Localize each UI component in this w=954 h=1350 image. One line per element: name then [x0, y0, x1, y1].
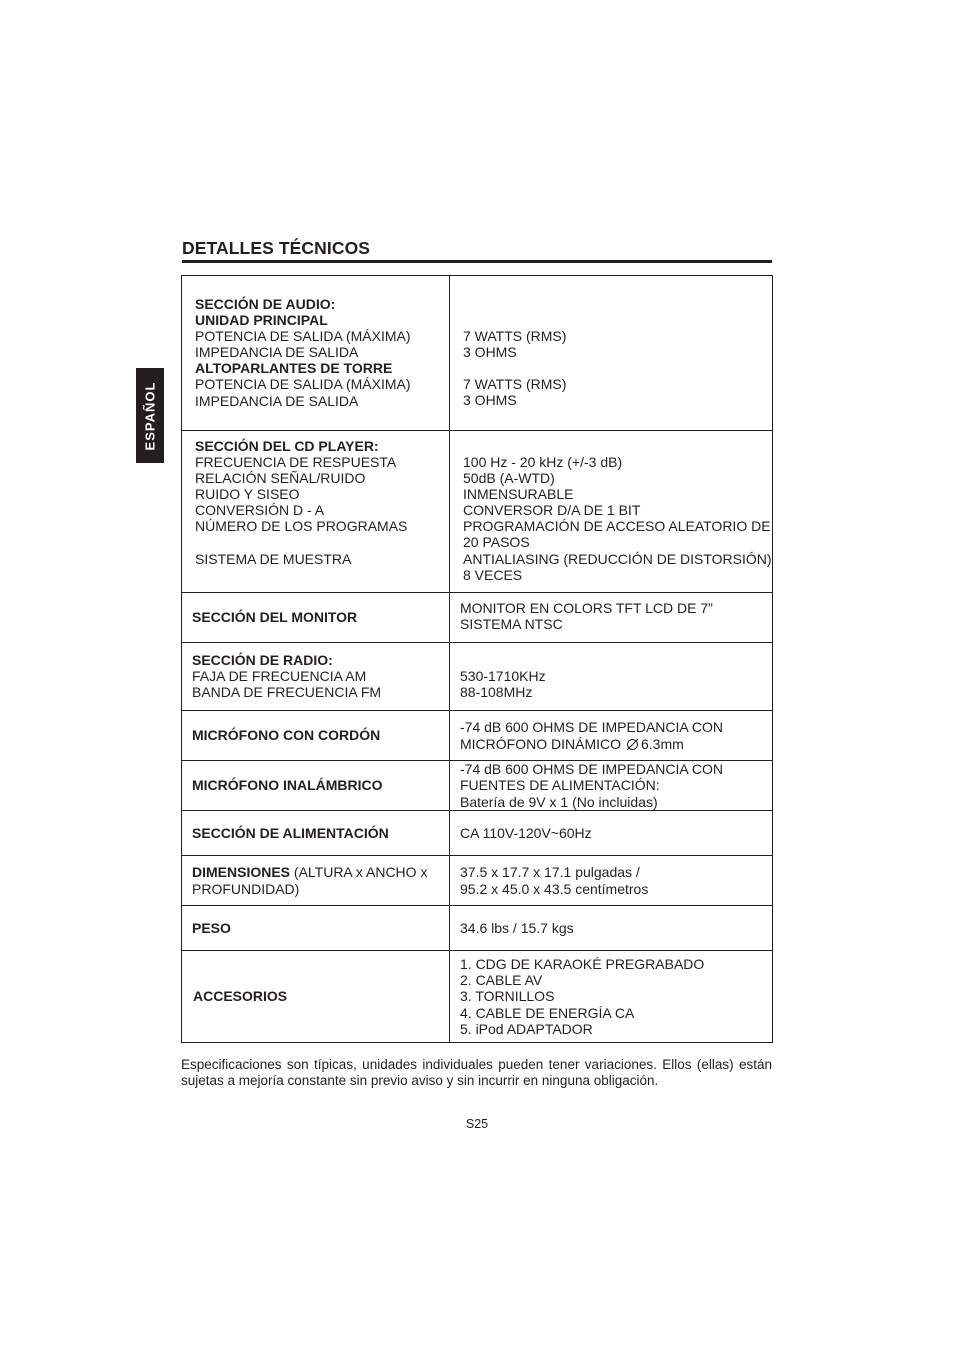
- wired-mic-type: MICRÓFONO DINÁMICO: [460, 735, 621, 752]
- wired-mic-value: -74 dB 600 OHMS DE IMPEDANCIA CON: [460, 719, 723, 736]
- cd-label: SISTEMA DE MUESTRA: [195, 550, 352, 567]
- weight-label: PESO: [192, 919, 231, 936]
- audio-section-row: [182, 276, 773, 431]
- cd-value: 50dB (A-WTD): [463, 470, 555, 487]
- audio-section-heading: SECCIÓN DE AUDIO:: [195, 296, 336, 312]
- tower-power-label: POTENCIA DE SALIDA (MÁXIMA): [195, 376, 411, 393]
- dimensions-row: [182, 856, 773, 906]
- cd-label: NÚMERO DE LOS PROGRAMAS: [195, 518, 408, 535]
- am-band-label: FAJA DE FRECUENCIA AM: [192, 668, 367, 685]
- language-tab: [136, 368, 164, 463]
- cd-value: ANTIALIASING (REDUCCIÓN DE DISTORSIÓN): [463, 550, 772, 567]
- cd-section-heading: SECCIÓN DEL CD PLAYER:: [195, 438, 379, 454]
- wireless-mic-value: FUENTES DE ALIMENTACIÓN:: [460, 777, 660, 794]
- wireless-mic-value: Batería de 9V x 1 (No incluidas): [460, 793, 658, 810]
- accessory-item: 5. iPod ADAPTADOR: [460, 1020, 593, 1037]
- wireless-mic-row: [182, 761, 773, 811]
- main-impedance-label: IMPEDANCIA DE SALIDA: [195, 344, 359, 361]
- wired-mic-plug-size: 6.3mm: [641, 735, 684, 752]
- cd-label: CONVERSIÓN D - A: [195, 502, 325, 519]
- title-divider: [182, 260, 772, 263]
- accessory-item: 3. TORNILLOS: [460, 988, 555, 1005]
- accessories-label-cell: [182, 951, 450, 1043]
- monitor-value: MONITOR EN COLORS TFT LCD DE 7”: [460, 600, 713, 616]
- radio-section-row: [182, 643, 773, 711]
- accessory-item: 4. CABLE DE ENERGÍA CA: [460, 1004, 635, 1021]
- language-tab-label: ESPAÑOL: [142, 381, 158, 450]
- cd-section-values: [450, 431, 773, 593]
- power-section-row: [182, 811, 773, 856]
- weight-value-cell: [450, 906, 773, 951]
- dimensions-label-rest: (ALTURA x ANCHO x: [290, 864, 428, 881]
- main-unit-heading: UNIDAD PRINCIPAL: [195, 312, 328, 329]
- accessories-label: ACCESORIOS: [193, 988, 288, 1005]
- page-number: S25: [465, 1117, 489, 1131]
- weight-row: [182, 906, 773, 951]
- audio-section-values: [450, 276, 773, 431]
- wired-mic-values: [450, 711, 773, 761]
- wireless-mic-label-cell: [182, 761, 450, 811]
- dimensions-label: DIMENSIONES: [192, 864, 291, 881]
- cd-value: CONVERSOR D/A DE 1 BIT: [463, 502, 641, 519]
- dimensions-value: 37.5 x 17.7 x 17.1 pulgadas /: [460, 864, 640, 881]
- cd-value: 100 Hz - 20 kHz (+/-3 dB): [463, 454, 623, 470]
- wireless-mic-value: -74 dB 600 OHMS DE IMPEDANCIA CON: [460, 761, 723, 778]
- radio-section-heading: SECCIÓN DE RADIO:: [192, 652, 333, 668]
- wired-mic-row: [182, 711, 773, 761]
- tower-speakers-heading: ALTOPARLANTES DE TORRE: [195, 360, 393, 377]
- wireless-mic-values: [450, 761, 773, 811]
- tower-impedance-label: IMPEDANCIA DE SALIDA: [195, 392, 359, 409]
- accessories-row: [182, 951, 773, 1043]
- dimensions-value: 95.2 x 45.0 x 43.5 centímetros: [460, 880, 649, 897]
- cd-label: FRECUENCIA DE RESPUESTA: [195, 454, 397, 471]
- wireless-mic-label: MICRÓFONO INALÁMBRICO: [192, 777, 383, 794]
- specifications-footnote: Especificaciones son típicas, unidades individuales pueden tener variaciones. Ellos (ellas) están sujetas a mejoría constante sin previo aviso y sin incurrir en ninguna obligación.: [181, 1057, 772, 1088]
- cd-value: 20 PASOS: [463, 534, 530, 551]
- fm-band-value: 88-108MHz: [460, 684, 533, 701]
- monitor-section-values: [450, 593, 773, 643]
- specifications-table: [181, 275, 773, 1043]
- monitor-section-label: SECCIÓN DEL MONITOR: [192, 609, 358, 626]
- diameter-icon: [626, 738, 639, 751]
- tower-impedance-value: 3 OHMS: [463, 392, 517, 409]
- cd-value: 8 VECES: [463, 566, 523, 583]
- fm-band-label: BANDA DE FRECUENCIA FM: [192, 684, 382, 701]
- radio-section-values: [450, 643, 773, 711]
- wired-mic-value-line2: [460, 736, 772, 752]
- accessory-item: 1. CDG DE KARAOKÉ PREGRABADO: [460, 956, 705, 973]
- power-section-value-cell: [450, 811, 773, 856]
- wired-mic-label: MICRÓFONO CON CORDÓN: [192, 727, 381, 744]
- accessory-item: 2. CABLE AV: [460, 972, 543, 989]
- radio-section-labels: [182, 643, 450, 711]
- accessories-list: [450, 951, 773, 1043]
- dimensions-values: [450, 856, 773, 906]
- page-title: DETALLES TÉCNICOS: [182, 238, 371, 258]
- dimensions-label-line2: PROFUNDIDAD): [192, 880, 300, 897]
- dimensions-label-line1: [192, 864, 449, 880]
- monitor-section-row: [182, 593, 773, 643]
- dimensions-label-cell: [182, 856, 450, 906]
- main-impedance-value: 3 OHMS: [463, 344, 517, 361]
- weight-label-cell: [182, 906, 450, 951]
- cd-label: RELACIÓN SEÑAL/RUIDO: [195, 470, 366, 487]
- monitor-section-label-cell: [182, 593, 450, 643]
- power-section-label-cell: [182, 811, 450, 856]
- main-power-label: POTENCIA DE SALIDA (MÁXIMA): [195, 328, 411, 345]
- cd-label: RUIDO Y SISEO: [195, 486, 300, 503]
- cd-section-row: [182, 431, 773, 593]
- am-band-value: 530-1710KHz: [460, 668, 546, 684]
- wired-mic-label-cell: [182, 711, 450, 761]
- weight-value: 34.6 lbs / 15.7 kgs: [460, 919, 574, 936]
- cd-value: INMENSURABLE: [463, 486, 574, 503]
- monitor-value: SISTEMA NTSC: [460, 616, 563, 633]
- audio-section-labels: [182, 276, 450, 431]
- power-section-value: CA 110V-120V~60Hz: [460, 824, 592, 841]
- cd-section-labels: [182, 431, 450, 593]
- cd-value: PROGRAMACIÓN DE ACCESO ALEATORIO DE: [463, 518, 771, 535]
- power-section-label: SECCIÓN DE ALIMENTACIÓN: [192, 824, 389, 841]
- tower-power-value: 7 WATTS (RMS): [463, 376, 567, 393]
- main-power-value: 7 WATTS (RMS): [463, 328, 567, 344]
